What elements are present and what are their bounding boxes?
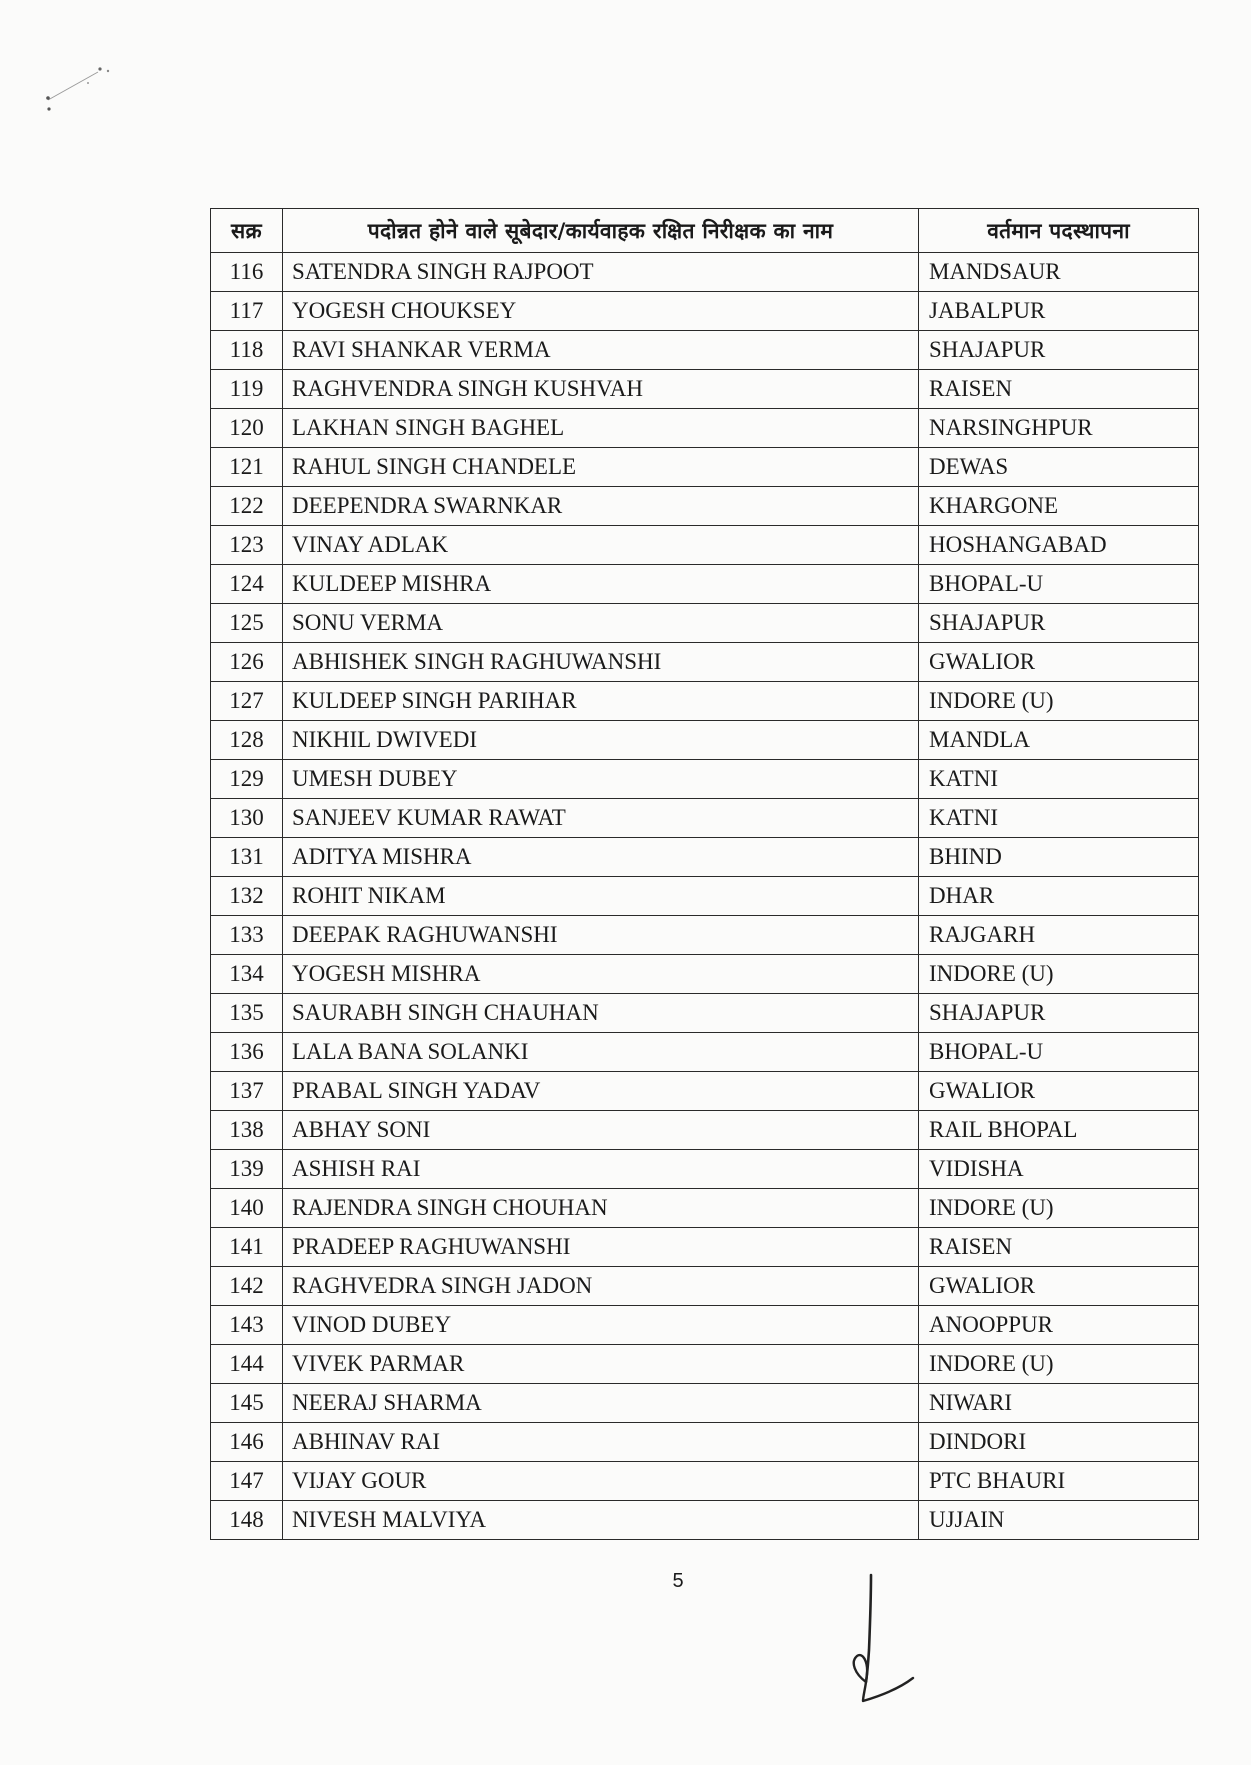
- cell-current-posting: MANDSAUR: [919, 253, 1199, 292]
- table-row: [211, 1267, 1199, 1306]
- table-row: [211, 877, 1199, 916]
- cell-serial-number: 140: [211, 1189, 283, 1228]
- cell-current-posting: INDORE (U): [919, 1345, 1199, 1384]
- header-current-posting: वर्तमान पदस्थापना: [919, 209, 1199, 253]
- cell-serial-number: 130: [211, 799, 283, 838]
- cell-name: DEEPENDRA SWARNKAR: [283, 487, 919, 526]
- table-row: [211, 1033, 1199, 1072]
- cell-name: ABHISHEK SINGH RAGHUWANSHI: [283, 643, 919, 682]
- table-row: [211, 292, 1199, 331]
- cell-name: PRADEEP RAGHUWANSHI: [283, 1228, 919, 1267]
- cell-current-posting: MANDLA: [919, 721, 1199, 760]
- cell-name: ADITYA MISHRA: [283, 838, 919, 877]
- table-row: [211, 916, 1199, 955]
- table-row: [211, 1150, 1199, 1189]
- table-row: [211, 448, 1199, 487]
- table-row: [211, 1384, 1199, 1423]
- cell-current-posting: INDORE (U): [919, 1189, 1199, 1228]
- cell-serial-number: 119: [211, 370, 283, 409]
- cell-current-posting: RAIL BHOPAL: [919, 1111, 1199, 1150]
- cell-serial-number: 138: [211, 1111, 283, 1150]
- scan-speck-marks: [38, 58, 128, 128]
- cell-serial-number: 143: [211, 1306, 283, 1345]
- table-row: [211, 604, 1199, 643]
- cell-current-posting: SHAJAPUR: [919, 331, 1199, 370]
- cell-current-posting: SHAJAPUR: [919, 604, 1199, 643]
- cell-current-posting: INDORE (U): [919, 955, 1199, 994]
- table-row: [211, 1306, 1199, 1345]
- table-row: [211, 1345, 1199, 1384]
- cell-current-posting: RAISEN: [919, 1228, 1199, 1267]
- table-row: [211, 253, 1199, 292]
- cell-serial-number: 142: [211, 1267, 283, 1306]
- cell-serial-number: 148: [211, 1501, 283, 1540]
- cell-current-posting: DHAR: [919, 877, 1199, 916]
- cell-serial-number: 147: [211, 1462, 283, 1501]
- table-row: [211, 409, 1199, 448]
- cell-current-posting: DEWAS: [919, 448, 1199, 487]
- cell-name: YOGESH CHOUKSEY: [283, 292, 919, 331]
- cell-serial-number: 133: [211, 916, 283, 955]
- cell-serial-number: 124: [211, 565, 283, 604]
- cell-current-posting: KATNI: [919, 760, 1199, 799]
- cell-name: LALA BANA SOLANKI: [283, 1033, 919, 1072]
- cell-name: NIKHIL DWIVEDI: [283, 721, 919, 760]
- table-row: [211, 1072, 1199, 1111]
- cell-name: ABHAY SONI: [283, 1111, 919, 1150]
- table-row: [211, 526, 1199, 565]
- cell-name: VINOD DUBEY: [283, 1306, 919, 1345]
- cell-current-posting: NARSINGHPUR: [919, 409, 1199, 448]
- cell-name: ABHINAV RAI: [283, 1423, 919, 1462]
- cell-current-posting: BHOPAL-U: [919, 565, 1199, 604]
- table-row: [211, 643, 1199, 682]
- cell-name: LAKHAN SINGH BAGHEL: [283, 409, 919, 448]
- table-row: [211, 1189, 1199, 1228]
- cell-current-posting: GWALIOR: [919, 1267, 1199, 1306]
- handwritten-signature: [845, 1570, 925, 1710]
- table-row: [211, 682, 1199, 721]
- table-row: [211, 955, 1199, 994]
- cell-serial-number: 139: [211, 1150, 283, 1189]
- promotion-list-table: [210, 208, 1199, 1540]
- cell-name: ASHISH RAI: [283, 1150, 919, 1189]
- cell-current-posting: DINDORI: [919, 1423, 1199, 1462]
- cell-name: SATENDRA SINGH RAJPOOT: [283, 253, 919, 292]
- cell-serial-number: 144: [211, 1345, 283, 1384]
- cell-current-posting: HOSHANGABAD: [919, 526, 1199, 565]
- cell-serial-number: 134: [211, 955, 283, 994]
- table-header-row: [211, 209, 1199, 253]
- table-body: [211, 253, 1199, 1540]
- cell-serial-number: 129: [211, 760, 283, 799]
- cell-name: VINAY ADLAK: [283, 526, 919, 565]
- cell-current-posting: KATNI: [919, 799, 1199, 838]
- cell-name: RAGHVENDRA SINGH KUSHVAH: [283, 370, 919, 409]
- cell-serial-number: 121: [211, 448, 283, 487]
- cell-name: KULDEEP MISHRA: [283, 565, 919, 604]
- cell-serial-number: 137: [211, 1072, 283, 1111]
- cell-current-posting: BHOPAL-U: [919, 1033, 1199, 1072]
- cell-serial-number: 127: [211, 682, 283, 721]
- cell-current-posting: PTC BHAURI: [919, 1462, 1199, 1501]
- header-serial-number: सक्र: [211, 209, 283, 253]
- table-row: [211, 1423, 1199, 1462]
- table-row: [211, 1462, 1199, 1501]
- cell-serial-number: 146: [211, 1423, 283, 1462]
- table-row: [211, 721, 1199, 760]
- cell-current-posting: RAJGARH: [919, 916, 1199, 955]
- cell-name: DEEPAK RAGHUWANSHI: [283, 916, 919, 955]
- cell-serial-number: 117: [211, 292, 283, 331]
- cell-name: UMESH DUBEY: [283, 760, 919, 799]
- cell-serial-number: 128: [211, 721, 283, 760]
- cell-serial-number: 126: [211, 643, 283, 682]
- cell-serial-number: 141: [211, 1228, 283, 1267]
- cell-name: NIVESH MALVIYA: [283, 1501, 919, 1540]
- cell-serial-number: 118: [211, 331, 283, 370]
- table-row: [211, 331, 1199, 370]
- cell-serial-number: 123: [211, 526, 283, 565]
- cell-name: VIJAY GOUR: [283, 1462, 919, 1501]
- table-row: [211, 487, 1199, 526]
- cell-name: NEERAJ SHARMA: [283, 1384, 919, 1423]
- cell-name: ROHIT NIKAM: [283, 877, 919, 916]
- cell-current-posting: RAISEN: [919, 370, 1199, 409]
- cell-name: KULDEEP SINGH PARIHAR: [283, 682, 919, 721]
- cell-name: VIVEK PARMAR: [283, 1345, 919, 1384]
- cell-current-posting: BHIND: [919, 838, 1199, 877]
- cell-name: SANJEEV KUMAR RAWAT: [283, 799, 919, 838]
- cell-serial-number: 125: [211, 604, 283, 643]
- cell-serial-number: 135: [211, 994, 283, 1033]
- cell-current-posting: GWALIOR: [919, 1072, 1199, 1111]
- cell-serial-number: 136: [211, 1033, 283, 1072]
- cell-name: RAJENDRA SINGH CHOUHAN: [283, 1189, 919, 1228]
- cell-current-posting: JABALPUR: [919, 292, 1199, 331]
- cell-name: YOGESH MISHRA: [283, 955, 919, 994]
- cell-serial-number: 132: [211, 877, 283, 916]
- cell-current-posting: KHARGONE: [919, 487, 1199, 526]
- cell-name: RAHUL SINGH CHANDELE: [283, 448, 919, 487]
- table-row: [211, 1228, 1199, 1267]
- table-row: [211, 565, 1199, 604]
- page-number: 5: [672, 1570, 684, 1592]
- table-row: [211, 760, 1199, 799]
- cell-name: RAVI SHANKAR VERMA: [283, 331, 919, 370]
- cell-serial-number: 116: [211, 253, 283, 292]
- cell-current-posting: INDORE (U): [919, 682, 1199, 721]
- table-row: [211, 838, 1199, 877]
- header-name: पदोन्नत होने वाले सूबेदार/कार्यवाहक रक्षित निरीक्षक का नाम: [283, 209, 919, 253]
- cell-current-posting: GWALIOR: [919, 643, 1199, 682]
- cell-name: SAURABH SINGH CHAUHAN: [283, 994, 919, 1033]
- cell-current-posting: NIWARI: [919, 1384, 1199, 1423]
- table-row: [211, 799, 1199, 838]
- cell-name: RAGHVEDRA SINGH JADON: [283, 1267, 919, 1306]
- cell-current-posting: UJJAIN: [919, 1501, 1199, 1540]
- cell-serial-number: 122: [211, 487, 283, 526]
- table-row: [211, 994, 1199, 1033]
- cell-name: PRABAL SINGH YADAV: [283, 1072, 919, 1111]
- cell-current-posting: VIDISHA: [919, 1150, 1199, 1189]
- cell-serial-number: 145: [211, 1384, 283, 1423]
- table-row: [211, 1501, 1199, 1540]
- cell-current-posting: ANOOPPUR: [919, 1306, 1199, 1345]
- cell-name: SONU VERMA: [283, 604, 919, 643]
- table-row: [211, 370, 1199, 409]
- table-row: [211, 1111, 1199, 1150]
- cell-serial-number: 120: [211, 409, 283, 448]
- cell-serial-number: 131: [211, 838, 283, 877]
- cell-current-posting: SHAJAPUR: [919, 994, 1199, 1033]
